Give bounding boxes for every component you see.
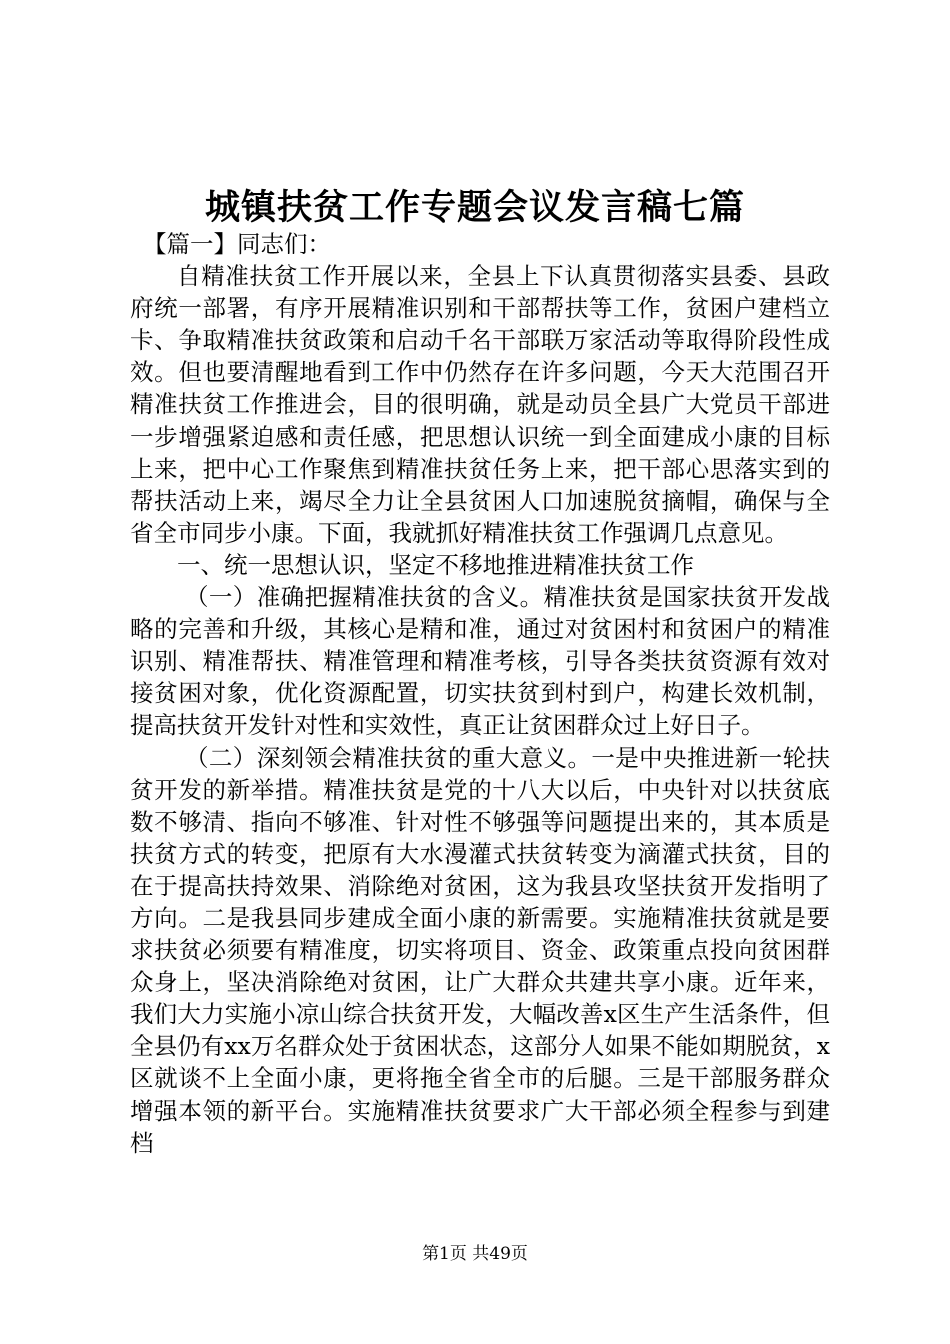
section-heading-one: 一、统一思想认识，坚定不移地推进精准扶贫工作 (177, 550, 694, 579)
body-paragraph: （一）准确把握精准扶贫的含义。精准扶贫是国家扶贫开发战略的完善和升级，其核心是精和准，通过对贫困村和贫困户的精准识别、精准帮扶、精准管理和精准考核，引导各类扶贫资源有效对接贫困对象，优化资源配置，切实扶贫到村到户，构建长效机制，提高扶贫开发针对性和实效性，真正让贫困群众过上好日子。 (130, 583, 830, 740)
body-paragraph: 自精准扶贫工作开展以来，全县上下认真贯彻落实县委、县政府统一部署，有序开展精准识别和干部帮扶等工作，贫困户建档立卡、争取精准扶贫政策和启动千名干部联万家活动等取得阶段性成效。但也要清醒地看到工作中仍然存在许多问题，今天大范围召开精准扶贫工作推进会，目的很明确，就是动员全县广大党员干部进一步增强紧迫感和责任感，把思想认识统一到全面建成小康的目标上来，把中心工作聚焦到精准扶贫任务上来，把干部心思落实到的帮扶活动上来，竭尽全力让全县贫困人口加速脱贫摘帽，确保与全省全市同步小康。下面，我就抓好精准扶贫工作强调几点意见。 (130, 262, 830, 547)
page-footer: 第1页 共49页 (422, 1244, 528, 1264)
document-body (130, 228, 830, 1159)
document-title: 城镇扶贫工作专题会议发言稿七篇 (204, 187, 745, 228)
body-paragraph: （二）深刻领会精准扶贫的重大意义。一是中央推进新一轮扶贫开发的新举措。精准扶贫是党的十八大以后，中央针对以扶贫底数不够清、指向不够准、针对性不够强等问题提出来的，其本质是扶贫方式的转变，把原有大水漫灌式扶贫转变为滴灌式扶贫，目的在于提高扶持效果、消除绝对贫困，这为我县攻坚扶贫开发指明了方向。二是我县同步建成全面小康的新需要。实施精准扶贫就是要求扶贫必须要有精准度，切实将项目、资金、政策重点投向贫困群众身上，坚决消除绝对贫困，让广大群众共建共享小康。近年来，我们大力实施小凉山综合扶贫开发，大幅改善x区生产生活条件，但全县仍有xx万名群众处于贫困状态，这部分人如果不能如期脱贫，x区就谈不上全面小康，更将拖全省全市的后腿。三是干部服务群众增强本领的新平台。实施精准扶贫要求广大干部必须全程参与到建档 (130, 743, 830, 1157)
section-heading-part-one: 【篇一】同志们： (143, 230, 331, 258)
